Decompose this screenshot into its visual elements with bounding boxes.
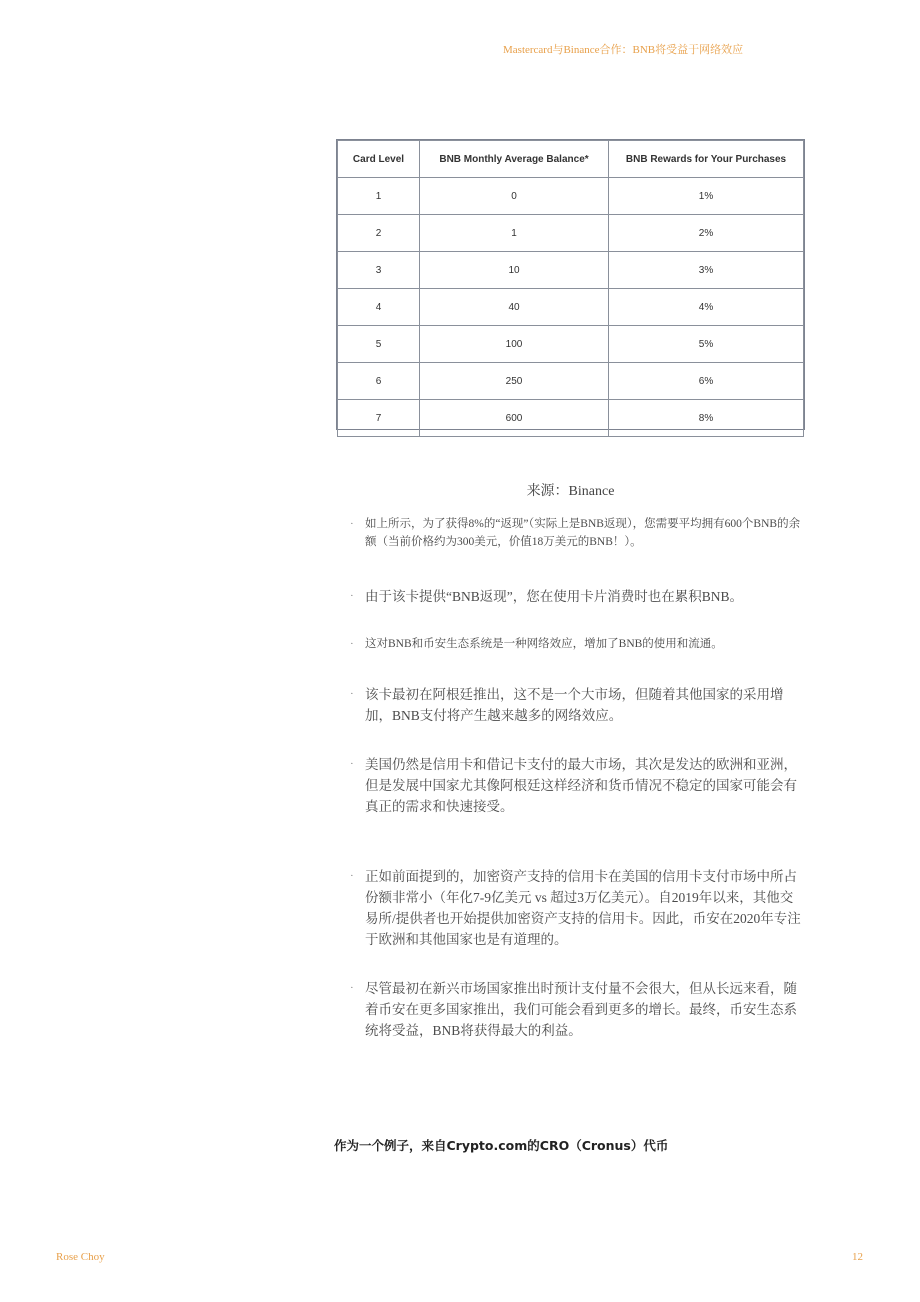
cell-balance: 1 — [420, 215, 609, 252]
footer-author: Rose Choy — [56, 1251, 105, 1263]
cell-balance: 100 — [420, 326, 609, 363]
bullet-text: 正如前面提到的，加密资产支持的信用卡在美国的信用卡支付市场中所占份额非常小（年化7-9亿美元 vs 超过3万亿美元）。自2019年以来，其他交易所/提供者也开始提供加密资产支持的信用卡。因此，币安在2020年专注于欧洲和其他国家也是有道理的。 — [365, 869, 801, 947]
bullet-marker: · — [350, 518, 354, 530]
cell-card-level: 1 — [338, 178, 420, 215]
cell-card-level: 7 — [338, 400, 420, 437]
header-bnb-balance: BNB Monthly Average Balance* — [420, 141, 609, 178]
cell-balance: 10 — [420, 252, 609, 289]
bullet-text: 该卡最初在阿根廷推出，这不是一个大市场，但随着其他国家的采用增加，BNB支付将产生越来越多的网络效应。 — [365, 687, 784, 723]
rewards-table — [337, 140, 804, 437]
section-subheading: 作为一个例子，来自Crypto.com的CRO（Cronus）代币 — [334, 1138, 669, 1153]
bullet-text: 这对BNB和币安生态系统是一种网络效应，增加了BNB的使用和流通。 — [365, 638, 723, 650]
header-card-level: Card Level — [338, 141, 420, 178]
cell-reward: 8% — [609, 400, 804, 437]
cell-card-level: 2 — [338, 215, 420, 252]
bullet-marker: · — [350, 590, 354, 602]
bullet-marker: · — [350, 758, 354, 770]
bullet-item — [350, 978, 805, 1041]
bullet-text: 美国仍然是信用卡和借记卡支付的最大市场，其次是发达的欧洲和亚洲，但是发展中国家尤其像阿根廷这样经济和货币情况不稳定的国家可能会有真正的需求和快速接受。 — [365, 757, 797, 814]
cell-balance: 0 — [420, 178, 609, 215]
cell-card-level: 6 — [338, 363, 420, 400]
bullet-item — [350, 866, 805, 950]
table-row — [338, 289, 804, 326]
table-header-row — [338, 141, 804, 178]
cell-balance: 250 — [420, 363, 609, 400]
table-row — [338, 252, 804, 289]
bullet-text: 尽管最初在新兴市场国家推出时预计支付量不会很大，但从长远来看，随着币安在更多国家推出，我们可能会看到更多的增长。最终，币安生态系统将受益，BNB将获得最大的利益。 — [365, 981, 797, 1038]
bullet-text: 由于该卡提供“BNB返现”，您在使用卡片消费时也在累积BNB。 — [365, 589, 743, 604]
bullet-item — [350, 586, 805, 607]
bullet-text: 如上所示，为了获得8%的“返现”（实际上是BNB返现），您需要平均拥有600个BNB的余额（当前价格约为300美元，价值18万美元的BNB！）。 — [365, 518, 801, 548]
bullet-marker: · — [350, 870, 354, 882]
cell-card-level: 4 — [338, 289, 420, 326]
table-row — [338, 326, 804, 363]
header-title: Mastercard与Binance合作：BNB将受益于网络效应 — [503, 44, 744, 56]
table-row — [338, 363, 804, 400]
table-row — [338, 400, 804, 437]
bullet-item — [350, 635, 805, 653]
cell-reward: 4% — [609, 289, 804, 326]
bullet-item — [350, 515, 805, 551]
cell-balance: 40 — [420, 289, 609, 326]
table-row — [338, 178, 804, 215]
cell-reward: 5% — [609, 326, 804, 363]
cell-card-level: 3 — [338, 252, 420, 289]
bullet-marker: · — [350, 638, 354, 650]
cell-reward: 6% — [609, 363, 804, 400]
card-level-table — [336, 139, 805, 430]
bullet-item — [350, 754, 805, 817]
bullet-item — [350, 684, 805, 726]
header-bnb-rewards: BNB Rewards for Your Purchases — [609, 141, 804, 178]
cell-balance: 600 — [420, 400, 609, 437]
cell-reward: 2% — [609, 215, 804, 252]
bullet-marker: · — [350, 982, 354, 994]
bullet-marker: · — [350, 688, 354, 700]
table-row — [338, 215, 804, 252]
cell-reward: 3% — [609, 252, 804, 289]
table-caption: 来源：Binance — [526, 484, 615, 499]
cell-reward: 1% — [609, 178, 804, 215]
cell-card-level: 5 — [338, 326, 420, 363]
footer-page-number: 12 — [852, 1251, 863, 1263]
